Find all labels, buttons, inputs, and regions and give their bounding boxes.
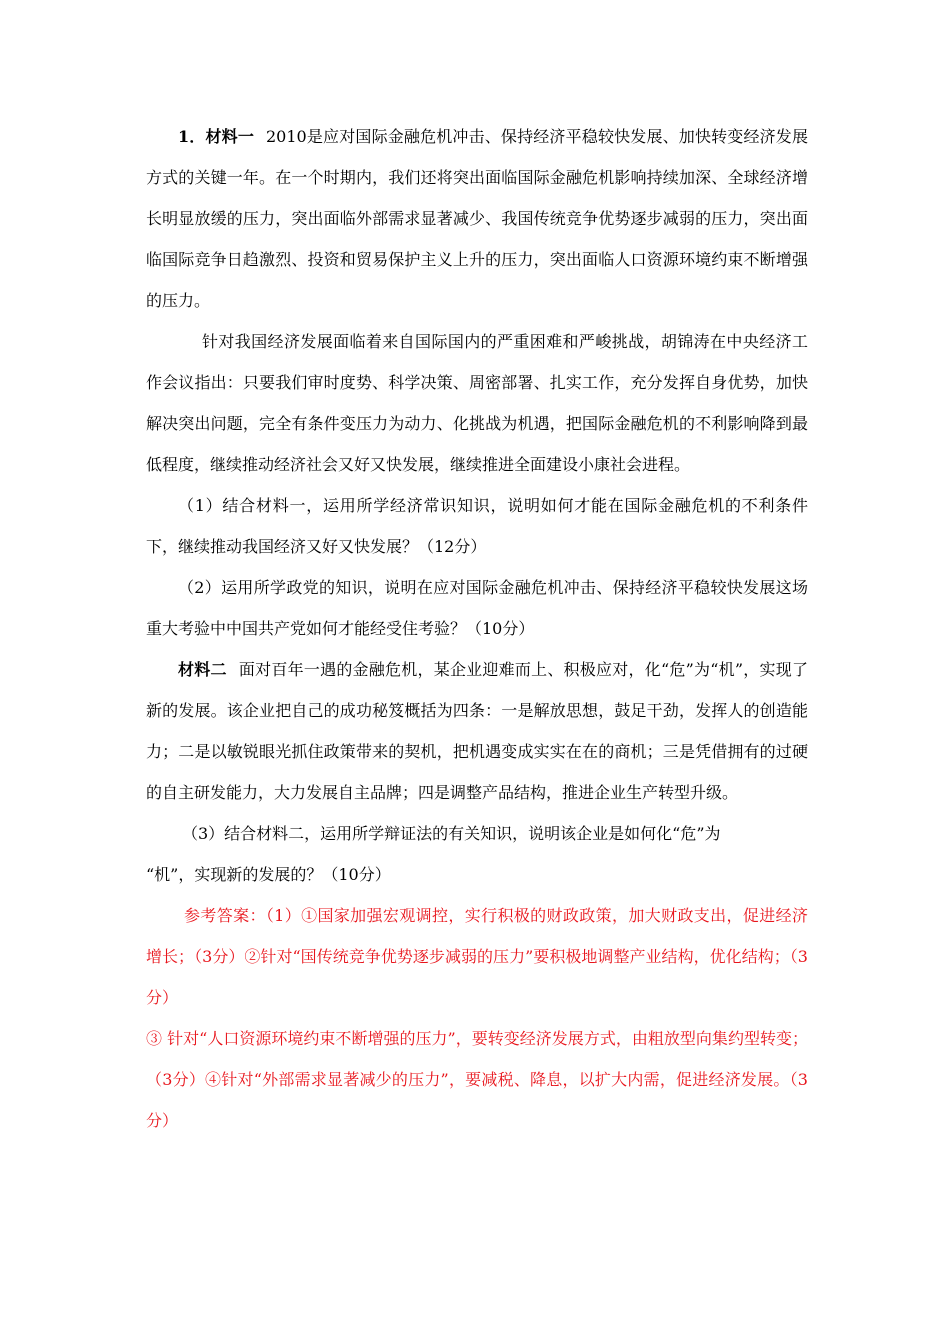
question-3-line-2: “机”，实现新的发展的？（10分） bbox=[146, 865, 391, 884]
document-page bbox=[146, 116, 808, 1141]
answer-paragraph-2: ③ 针对“人口资源环境约束不断增强的压力”，要转变经济发展方式，由粗放型向集约型转变；（3分）④针对“外部需求显著减少的压力”，要减税、降息，以扩大内需，促进经济发展。（3分） bbox=[146, 1029, 808, 1130]
question-1: （1）结合材料一，运用所学经济常识知识，说明如何才能在国际金融危机的不利条件下，继续推动我国经济又好又快发展？（12分） bbox=[146, 496, 808, 556]
question-2: （2）运用所学政党的知识，说明在应对国际金融危机冲击、保持经济平稳较快发展这场重大考验中中国共产党如何才能经受住考验？（10分） bbox=[146, 578, 808, 638]
material2-paragraph bbox=[146, 649, 808, 813]
material1-paragraph-2: 针对我国经济发展面临着来自国际国内的严重困难和严峻挑战，胡锦涛在中央经济工作会议指出：只要我们审时度势、科学决策、周密部署、扎实工作，充分发挥自身优势，加快解决突出问题，完全有条件变压力为动力、化挑战为机遇，把国际金融危机的不利影响降到最低程度，继续推动经济社会又好又快发展，继续推进全面建设小康社会进程。 bbox=[146, 332, 808, 474]
question-3-line-1: （3）结合材料二，运用所学辩证法的有关知识，说明该企业是如何化“危”为 bbox=[182, 824, 721, 843]
answer-paragraph-1: 参考答案：（1）①国家加强宏观调控，实行积极的财政政策，加大财政支出，促进经济增长；（3分）②针对“国传统竞争优势逐步减弱的压力”要积极地调整产业结构，优化结构；（3分） bbox=[146, 906, 808, 1007]
material1-paragraph bbox=[146, 116, 808, 321]
material1-label: 材料一 bbox=[205, 127, 254, 146]
material2-label: 材料二 bbox=[178, 660, 227, 679]
material1-text: 2010是应对国际金融危机冲击、保持经济平稳较快发展、加快转变经济发展方式的关键一年。在一个时期内，我们还将突出面临国际金融危机影响持续加深、全球经济增长明显放缓的压力，突出面临外部需求显著减少、我国传统竞争优势逐步减弱的压力，突出面临国际竞争日趋激烈、投资和贸易保护主义上升的压力，突出面临人口资源环境约束不断增强的压力。 bbox=[146, 127, 808, 310]
material2-text: 面对百年一遇的金融危机，某企业迎难而上、积极应对，化“危”为“机”，实现了新的发展。该企业把自己的成功秘笈概括为四条：一是解放思想，鼓足干劲，发挥人的创造能力；二是以敏锐眼光抓住政策带来的契机，把机遇变成实实在在的商机；三是凭借拥有的过硬的自主研发能力，大力发展自主品牌；四是调整产品结构，推进企业生产转型升级。 bbox=[146, 660, 808, 802]
question-number: 1． bbox=[178, 127, 206, 146]
